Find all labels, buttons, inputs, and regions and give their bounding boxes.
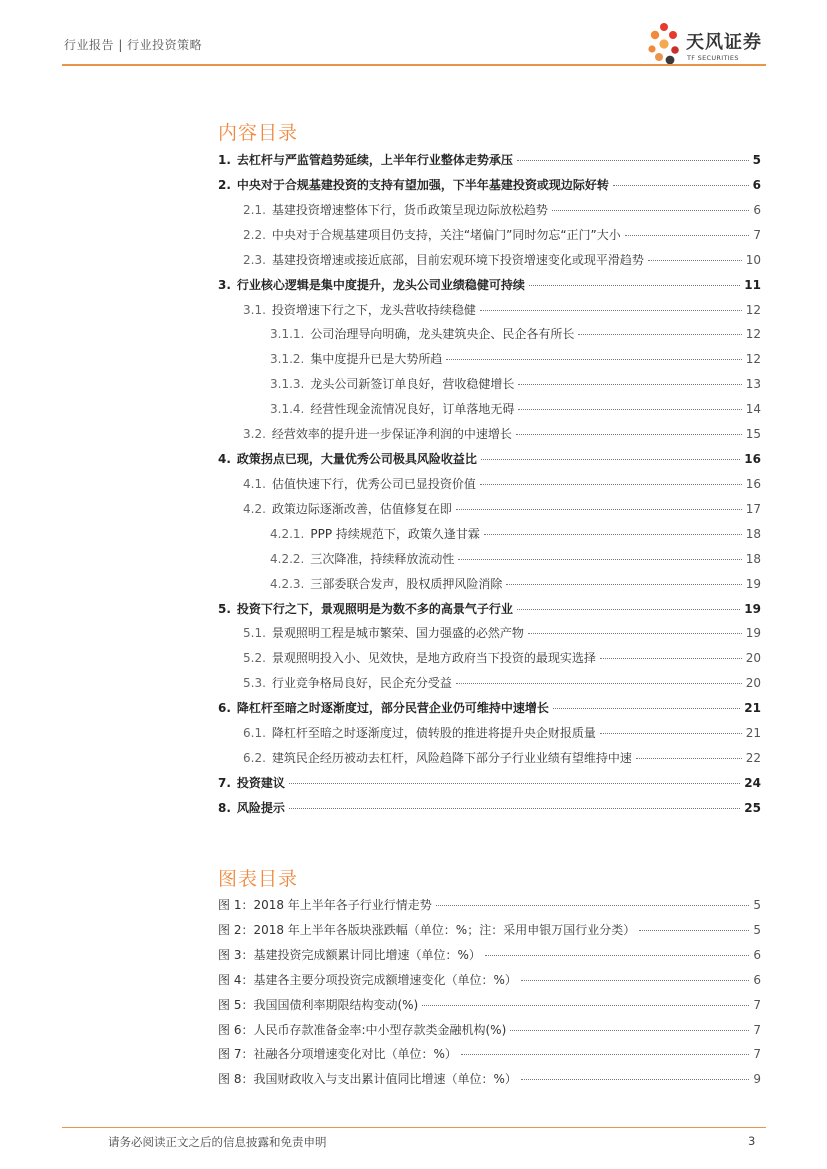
- figure-entry[interactable]: [218, 971, 761, 989]
- toc-entry-number: 6.2.: [243, 751, 266, 766]
- toc-entry-number: 3.: [218, 277, 231, 292]
- toc-entry-page: 19: [744, 601, 761, 616]
- toc-entry-number: 7.: [218, 776, 231, 790]
- toc-leader-dots: [506, 584, 741, 585]
- figure-entry-page: 6: [753, 947, 761, 962]
- toc-entry-page: 18: [745, 551, 761, 566]
- toc-entry-number: 5.1.: [243, 626, 266, 641]
- toc-entry[interactable]: [243, 674, 761, 692]
- toc-entry[interactable]: [218, 699, 761, 717]
- toc-leader-dots: [518, 384, 741, 385]
- figure-entry-page: 7: [753, 1047, 761, 1062]
- toc-entry[interactable]: [218, 276, 761, 294]
- figure-entry-title: 图 1：2018 年上半年各子行业行情走势: [218, 898, 432, 912]
- figure-leader-dots: [436, 905, 750, 906]
- figure-entry-page: 6: [753, 972, 761, 987]
- toc-entry-number: 1.: [218, 153, 231, 167]
- figure-leader-dots: [422, 1005, 749, 1006]
- toc-entry-number: 4.1.: [243, 476, 266, 491]
- toc-entry-page: 22: [745, 751, 761, 766]
- figure-entry-title: 图 5：我国国债利率期限结构变动(%): [218, 997, 419, 1012]
- toc-entry[interactable]: [270, 575, 761, 593]
- toc-leader-dots: [518, 409, 741, 410]
- toc-entry-title: 行业核心逻辑是集中度提升，龙头公司业绩稳健可持续: [236, 277, 525, 292]
- figure-entry-title: 图 4：基建各主要分项投资完成额增速变化（单位：%）: [218, 972, 517, 987]
- toc-leader-dots: [446, 359, 741, 360]
- toc-entry-page: 5: [752, 153, 761, 167]
- toc-entry[interactable]: [243, 226, 761, 244]
- figure-entry[interactable]: [218, 996, 761, 1014]
- toc-entry-title: 三部委联合发声，股权质押风险消除: [310, 576, 503, 591]
- figure-leader-dots: [521, 980, 750, 981]
- toc-entry[interactable]: [270, 325, 761, 343]
- toc-entry-page: 6: [752, 177, 761, 192]
- toc-entry[interactable]: [218, 774, 761, 792]
- toc-leader-dots: [480, 484, 742, 485]
- toc-leader-dots: [481, 459, 740, 460]
- toc-entry-number: 4.: [218, 452, 231, 467]
- figure-entry-page: 7: [753, 1022, 761, 1037]
- toc-entry-number: 2.3.: [243, 252, 266, 267]
- figure-entry-page: 5: [753, 922, 761, 937]
- toc-leader-dots: [516, 434, 742, 435]
- toc-entry-page: 14: [745, 402, 761, 417]
- toc-entry-number: 3.1.2.: [270, 352, 305, 367]
- toc-entry-number: 3.1.: [243, 302, 266, 317]
- toc-entry-number: 2.: [218, 177, 231, 192]
- figure-entry[interactable]: [218, 1070, 761, 1088]
- toc-entry-page: 12: [745, 302, 761, 317]
- toc-entry-title: 景观照明工程是城市繁荣、国力强盛的必然产物: [271, 626, 524, 641]
- toc-entry[interactable]: [270, 350, 761, 368]
- figure-leader-dots: [521, 1079, 750, 1080]
- figure-entry[interactable]: [218, 1045, 761, 1063]
- toc-entry-page: 12: [745, 352, 761, 367]
- toc-entry-title: 降杠杆至暗之时逐渐度过，债转股的推进将提升央企财报质量: [271, 726, 596, 741]
- toc-entry-title: 去杠杆与严监管趋势延续，上半年行业整体走势承压: [236, 153, 513, 167]
- toc-entry-page: 6: [753, 202, 761, 217]
- toc-entry-page: 19: [745, 576, 761, 591]
- toc-entry-number: 4.2.: [243, 501, 266, 516]
- logo-dots-icon: [646, 22, 682, 68]
- toc-leader-dots: [529, 285, 740, 286]
- toc-entry-page: 11: [744, 277, 761, 292]
- toc-entry-number: 4.2.3.: [270, 576, 305, 591]
- toc-entry[interactable]: [243, 301, 761, 319]
- toc-entry-title: 三次降准，持续释放流动性: [310, 551, 455, 566]
- toc-entry[interactable]: [218, 450, 761, 468]
- toc-entry-title: 政策拐点已现，大量优秀公司极具风险收益比: [236, 452, 477, 467]
- toc-entry-number: 2.1.: [243, 202, 266, 217]
- toc-entry[interactable]: [243, 425, 761, 443]
- figure-leader-dots: [510, 1030, 749, 1031]
- toc-entry-page: 10: [745, 252, 761, 267]
- toc-entry-page: 20: [745, 651, 761, 666]
- figure-leader-dots: [485, 955, 750, 956]
- figure-entry-title: 图 8：我国财政收入与支出累计值同比增速（单位：%）: [218, 1072, 517, 1087]
- toc-entry-page: 16: [745, 476, 761, 491]
- toc-leader-dots: [578, 334, 741, 335]
- figure-entry[interactable]: [218, 921, 761, 939]
- toc-entry-number: 3.1.4.: [270, 402, 305, 417]
- toc-leader-dots: [636, 758, 742, 759]
- toc-entry-number: 3.2.: [243, 427, 266, 442]
- toc-leader-dots: [289, 808, 740, 809]
- toc-entry-number: 4.2.1.: [270, 526, 305, 541]
- figures-title: 图表目录: [218, 868, 299, 890]
- figure-entry-page: 7: [753, 997, 761, 1012]
- toc-leader-dots: [528, 633, 742, 634]
- toc-entry-number: 6.: [218, 701, 231, 716]
- figure-entry[interactable]: [218, 1021, 761, 1039]
- toc-entry-title: 景观照明投入小、见效快，是地方政府当下投资的最现实选择: [271, 651, 596, 666]
- figure-entry-title: 图 3：基建投资完成额累计同比增速（单位：%）: [218, 947, 481, 962]
- figure-entry-page: 5: [753, 898, 761, 912]
- toc-leader-dots: [600, 733, 742, 734]
- toc-entry-title: 政策边际逐渐改善，估值修复在即: [271, 501, 452, 516]
- page-number: 3: [748, 1134, 756, 1148]
- figure-entry[interactable]: [218, 896, 761, 914]
- toc-entry-page: 17: [745, 501, 761, 516]
- toc-entry-title: 投资增速下行之下，龙头营收持续稳健: [271, 302, 476, 317]
- toc-leader-dots: [456, 509, 742, 510]
- toc-entry-title: 集中度提升已是大势所趋: [310, 352, 443, 367]
- toc-entry-title: 建筑民企经历被动去杠杆，风险趋降下部分子行业业绩有望维持中速: [271, 751, 632, 766]
- logo-english-name: TF SECURITIES: [687, 54, 739, 62]
- toc-entry-title: 行业竞争格局良好，民企充分受益: [271, 676, 452, 691]
- toc-entry-number: 8.: [218, 800, 231, 815]
- toc-entry-number: 6.1.: [243, 726, 266, 741]
- toc-entry-page: 16: [744, 452, 761, 467]
- toc-entry-page: 20: [745, 676, 761, 691]
- toc-entry[interactable]: [218, 151, 761, 169]
- toc-leader-dots: [613, 185, 749, 186]
- toc-entry-title: 估值快速下行，优秀公司已显投资价值: [271, 476, 476, 491]
- toc-entry[interactable]: [243, 251, 761, 269]
- toc-entry[interactable]: [270, 550, 761, 568]
- toc-entry-title: 龙头公司新签订单良好，营收稳健增长: [310, 377, 515, 392]
- company-logo: [646, 22, 770, 70]
- toc-entry-title: 经营性现金流情况良好，订单落地无碍: [310, 402, 515, 417]
- toc-leader-dots: [456, 683, 742, 684]
- toc-entry-title: PPP 持续规范下，政策久逢甘霖: [310, 526, 480, 541]
- toc-leader-dots: [553, 708, 740, 709]
- figure-entry-title: 图 2：2018 年上半年各版块涨跌幅（单位：%；注：采用申银万国行业分类）: [218, 922, 636, 937]
- toc-leader-dots: [517, 609, 740, 610]
- toc-entry-number: 5.: [218, 601, 231, 616]
- toc-entry-number: 5.2.: [243, 651, 266, 666]
- toc-entry-page: 21: [744, 701, 761, 716]
- toc-entry-title: 基建投资增速或接近底部，目前宏观环境下投资增速变化或现平滑趋势: [271, 252, 644, 267]
- toc-entry-number: 4.2.2.: [270, 551, 305, 566]
- footer-disclaimer: 请务必阅读正文之后的信息披露和免责申明: [108, 1135, 327, 1149]
- toc-entry-number: 5.3.: [243, 676, 266, 691]
- toc-entry-title: 投资建议: [236, 776, 285, 790]
- toc-entry-page: 13: [745, 377, 761, 392]
- toc-entry-number: 3.1.1.: [270, 327, 305, 342]
- toc-entry-title: 经营效率的提升进一步保证净利润的中速增长: [271, 427, 512, 442]
- toc-entry-title: 公司治理导向明确，龙头建筑央企、民企各有所长: [310, 327, 575, 342]
- figure-entry-page: 9: [753, 1072, 761, 1087]
- toc-entry-page: 25: [744, 800, 761, 815]
- toc-entry-title: 投资下行之下，景观照明是为数不多的高景气子行业: [236, 601, 513, 616]
- toc-leader-dots: [517, 160, 749, 161]
- figure-leader-dots: [639, 930, 749, 931]
- toc-entry[interactable]: [243, 724, 761, 742]
- toc-leader-dots: [484, 534, 742, 535]
- toc-title: 内容目录: [218, 122, 299, 144]
- toc-entry[interactable]: [218, 600, 761, 618]
- toc-leader-dots: [552, 210, 749, 211]
- toc-entry-title: 中央对于合规基建项目仍支持，关注“堵偏门”同时勿忘“正门”大小: [271, 227, 621, 242]
- toc-entry[interactable]: [270, 400, 761, 418]
- toc-entry[interactable]: [270, 375, 761, 393]
- toc-entry-page: 15: [745, 427, 761, 442]
- toc-leader-dots: [648, 260, 742, 261]
- figure-entry-title: 图 7：社融各分项增速变化对比（单位：%）: [218, 1047, 457, 1062]
- toc-entry-number: 3.1.3.: [270, 377, 305, 392]
- toc-entry-page: 19: [745, 626, 761, 641]
- toc-entry-page: 12: [745, 327, 761, 342]
- toc-entry-title: 降杠杆至暗之时逐渐度过，部分民营企业仍可维持中速增长: [236, 701, 549, 716]
- toc-entry-title: 风险提示: [236, 800, 285, 815]
- toc-entry[interactable]: [243, 500, 761, 518]
- toc-leader-dots: [289, 783, 740, 784]
- toc-leader-dots: [480, 310, 742, 311]
- toc-entry-page: 7: [753, 227, 761, 242]
- figure-entry-title: 图 6：人民币存款准备金率:中小型存款类金融机构(%): [218, 1022, 507, 1037]
- toc-leader-dots: [458, 559, 741, 560]
- header-divider: [62, 64, 766, 66]
- footer-divider: [62, 1127, 766, 1128]
- logo-chinese-name: 天风证券: [686, 32, 762, 53]
- toc-entry[interactable]: [270, 525, 761, 543]
- toc-entry[interactable]: [243, 201, 761, 219]
- toc-entry-page: 24: [744, 776, 761, 790]
- toc-entry-page: 18: [745, 526, 761, 541]
- toc-entry-title: 中央对于合规基建投资的支持有望加强，下半年基建投资或现边际好转: [236, 177, 609, 192]
- toc-entry[interactable]: [243, 749, 761, 767]
- toc-entry[interactable]: [243, 475, 761, 493]
- toc-entry[interactable]: [243, 624, 761, 642]
- figure-leader-dots: [461, 1054, 750, 1055]
- toc-entry-number: 2.2.: [243, 227, 266, 242]
- toc-leader-dots: [600, 658, 742, 659]
- report-breadcrumb: 行业报告 | 行业投资策略: [64, 38, 203, 52]
- toc-entry[interactable]: [218, 799, 761, 817]
- toc-entry-title: 基建投资增速整体下行，货币政策呈现边际放松趋势: [271, 202, 548, 217]
- toc-entry[interactable]: [218, 176, 761, 194]
- toc-leader-dots: [625, 235, 750, 236]
- toc-entry[interactable]: [243, 649, 761, 667]
- toc-entry-page: 21: [745, 726, 761, 741]
- figure-entry[interactable]: [218, 946, 761, 964]
